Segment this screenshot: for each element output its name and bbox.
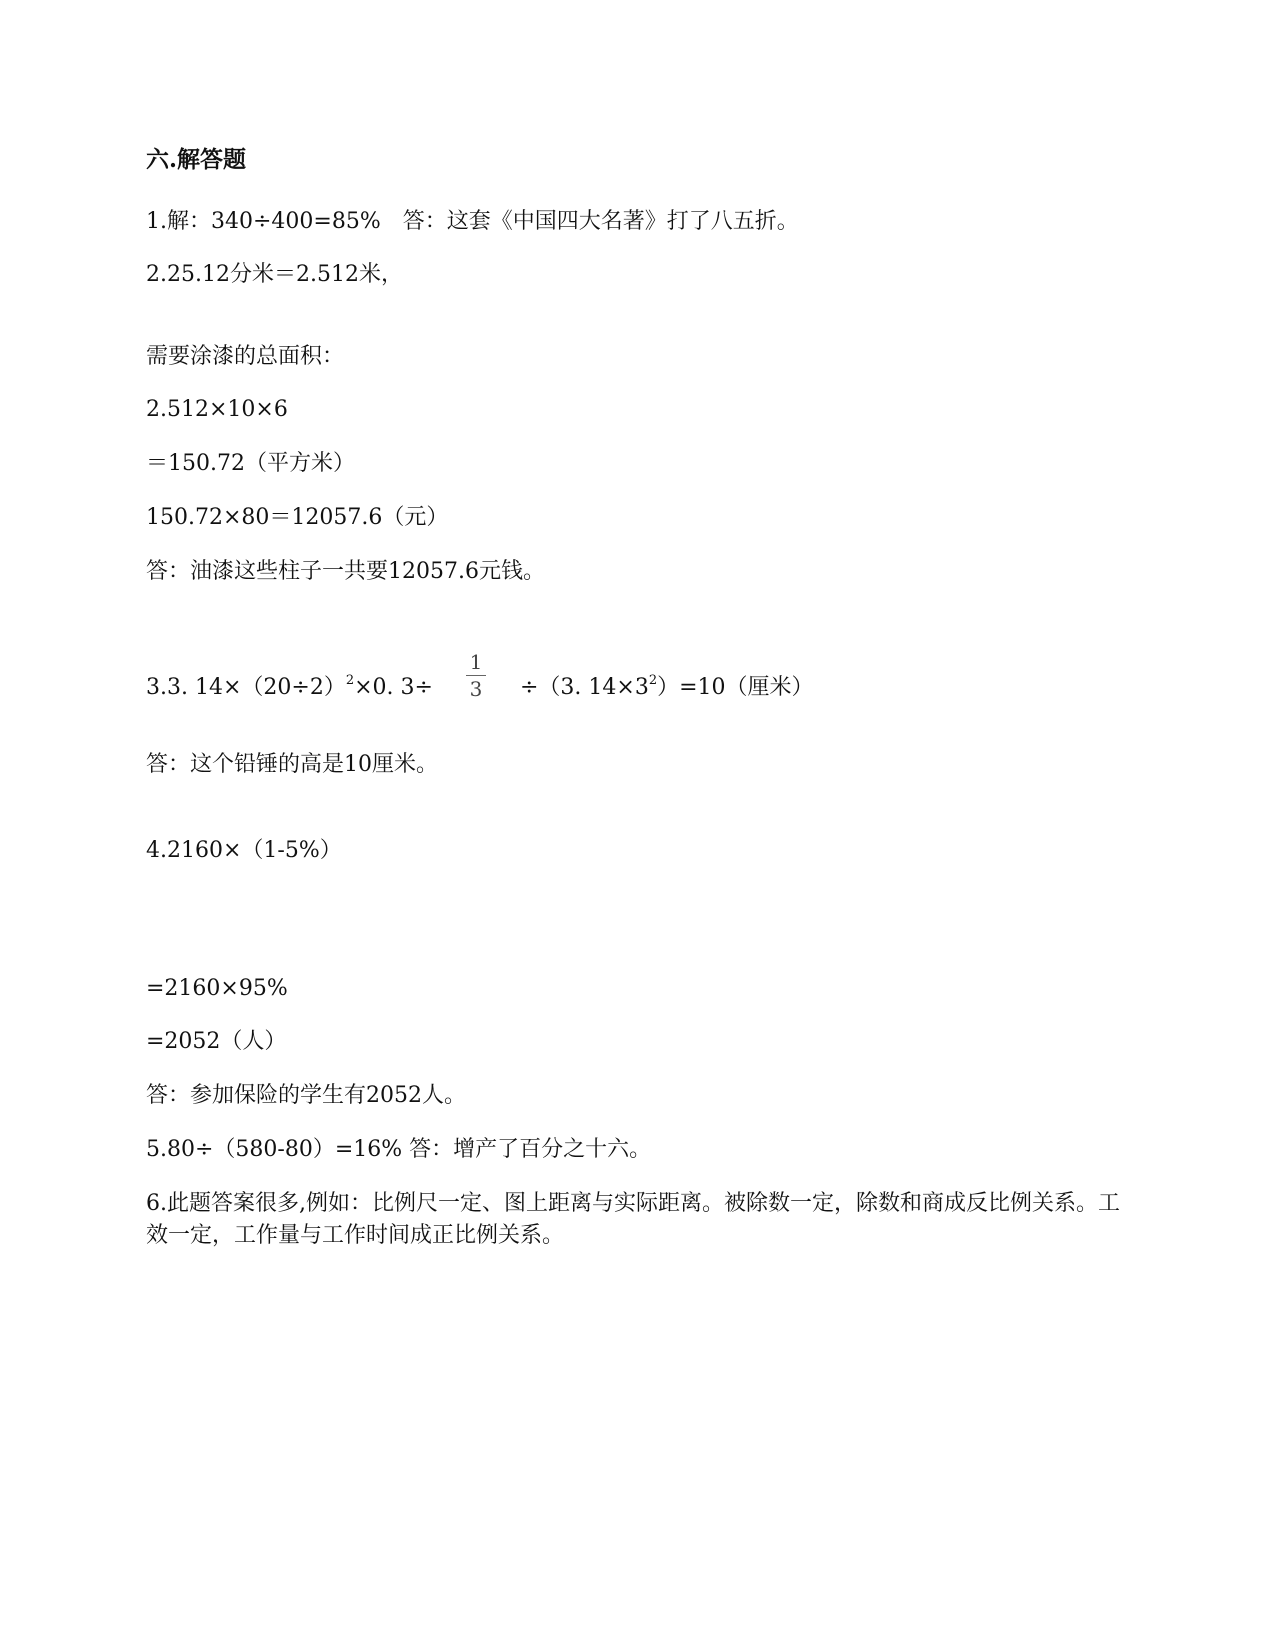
eq-part-3: ÷（3. 14×3 [520,675,649,700]
answer-4-line-1: 4.2160×（1-5%） [146,838,342,863]
section-heading: 六.解答题 [146,146,247,173]
answer-1: 1.解：340÷400=85% 答：这套《中国四大名著》打了八五折。 [146,209,799,234]
fraction-numerator: 1 [469,650,483,674]
answer-2-line-1: 2.25.12分米＝2.512米， [146,262,403,287]
answer-2-conclusion: 答：油漆这些柱子一共要12057.6元钱。 [146,559,545,584]
answer-2-line-2: 需要涂漆的总面积： [146,344,345,369]
answer-4-line-2: =2160×95% [146,976,288,1001]
answer-2-line-3: 2.512×10×6 [146,397,288,422]
answer-3-conclusion: 答：这个铅锤的高是10厘米。 [146,752,438,777]
answer-6: 6.此题答案很多,例如：比例尺一定、图上距离与实际距离。被除数一定，除数和商成反比例关系。工效一定，工作量与工作时间成正比例关系。 [146,1191,1120,1248]
exponent-1: 2 [345,673,355,688]
exponent-2: 2 [648,673,658,688]
fraction-one-third [464,652,488,699]
answer-2-line-4: ＝150.72（平方米） [146,451,355,476]
eq-part-4: ）=10（厘米） [657,675,814,700]
fraction-bar [466,675,486,676]
answer-3-equation-left [146,667,433,702]
eq-part-1: 3.3. 14×（20÷2） [146,675,346,700]
fraction-denominator: 3 [469,677,483,701]
answer-4-conclusion: 答：参加保险的学生有2052人。 [146,1083,466,1108]
eq-part-2: ×0. 3÷ [354,675,433,700]
answer-2-line-5: 150.72×80＝12057.6（元） [146,505,449,530]
answer-3-equation-right [520,667,814,702]
answer-4-line-3: =2052（人） [146,1029,287,1054]
answer-5: 5.80÷（580-80）=16% 答：增产了百分之十六。 [146,1137,652,1162]
